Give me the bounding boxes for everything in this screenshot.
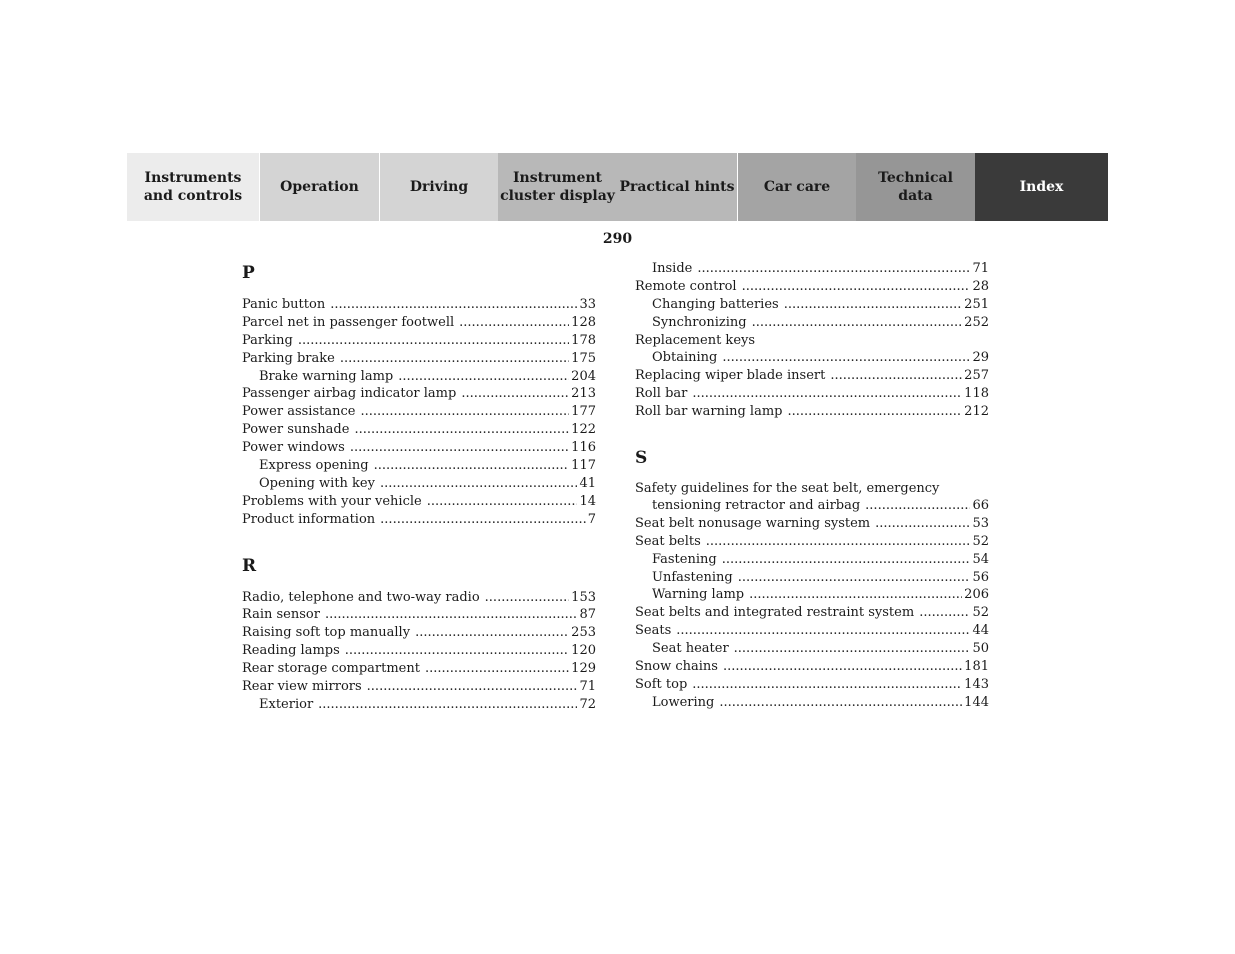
index-subentry xyxy=(635,314,989,332)
leader-dots xyxy=(380,511,586,529)
leader-dots xyxy=(425,660,569,678)
entry-label: Exterior xyxy=(259,696,314,712)
entry-page: 52 xyxy=(972,605,989,621)
entry-page: 143 xyxy=(964,676,989,692)
entry-page: 53 xyxy=(972,515,989,531)
index-entry xyxy=(242,296,596,314)
tab-label: Index xyxy=(1019,179,1064,195)
entry-page: 257 xyxy=(964,368,989,384)
entry-label: Parcel net in passenger footwell xyxy=(242,314,455,330)
entry-page: 153 xyxy=(571,589,596,605)
entry-page: 212 xyxy=(964,404,989,420)
entry-label: Parking brake xyxy=(242,350,335,366)
entry-label: Express opening xyxy=(259,458,369,474)
entry-label: Opening with key xyxy=(259,475,375,491)
leader-dots xyxy=(692,385,962,403)
entry-label: Problems with your vehicle xyxy=(242,493,422,509)
entry-label: Seat heater xyxy=(652,641,729,657)
index-entry-heading: Safety guidelines for the seat belt, emergency xyxy=(635,481,940,497)
index-entry xyxy=(242,493,596,511)
entry-page: 178 xyxy=(571,332,596,348)
section-letter-p: P xyxy=(242,263,255,283)
entry-page: 72 xyxy=(579,696,596,712)
tab-label: Driving xyxy=(409,179,469,195)
index-column-left xyxy=(242,260,596,714)
index-entry xyxy=(242,350,596,368)
index-subentry xyxy=(242,696,596,714)
index-entry-heading: Replacement keys xyxy=(635,332,756,348)
entry-label: Rear storage compartment xyxy=(242,661,420,677)
entry-label: Unfastening xyxy=(652,569,733,585)
index-entry xyxy=(635,278,989,296)
leader-dots xyxy=(723,658,962,676)
entry-page: 50 xyxy=(972,641,989,657)
index-entry xyxy=(635,658,989,676)
section-gap xyxy=(635,421,989,445)
index-entry xyxy=(635,676,989,694)
index-entry-continuation xyxy=(635,497,989,515)
leader-dots xyxy=(350,439,569,457)
section-letter-r: R xyxy=(242,555,257,576)
index-subentry xyxy=(635,349,989,367)
index-entry xyxy=(635,403,989,421)
leader-dots xyxy=(325,606,578,624)
leader-dots xyxy=(875,515,970,533)
entry-label: Power windows xyxy=(242,440,345,456)
tab-driving[interactable] xyxy=(379,153,498,221)
tab-technical-data[interactable] xyxy=(856,153,975,221)
tab-label: Car care xyxy=(763,179,831,195)
entry-label: Changing batteries xyxy=(652,296,779,312)
index-entry xyxy=(635,367,989,385)
index-entry xyxy=(635,385,989,403)
leader-dots xyxy=(722,349,970,367)
entry-label: Product information xyxy=(242,511,376,527)
entry-label: Seat belts and integrated restraint system xyxy=(635,605,915,621)
entry-label: Rain sensor xyxy=(242,607,320,623)
index-entry xyxy=(242,660,596,678)
entry-page: 14 xyxy=(579,493,596,509)
leader-dots xyxy=(380,475,577,493)
leader-dots xyxy=(788,403,963,421)
page-number: 290 xyxy=(602,231,633,247)
entry-label: Reading lamps xyxy=(242,643,340,659)
leader-dots xyxy=(692,676,962,694)
leader-dots xyxy=(865,497,970,515)
entry-page: 252 xyxy=(964,314,989,330)
index-entry xyxy=(242,421,596,439)
entry-label: Rear view mirrors xyxy=(242,679,362,695)
index-subentry xyxy=(635,640,989,658)
entry-page: 87 xyxy=(579,607,596,623)
index-entry xyxy=(635,604,989,622)
leader-dots xyxy=(360,403,569,421)
entry-label: Panic button xyxy=(242,297,326,312)
index-subentry xyxy=(242,475,596,493)
index-entry xyxy=(242,332,596,350)
entry-label: Replacing wiper blade insert xyxy=(635,368,826,384)
section-gap xyxy=(242,529,596,553)
tab-index[interactable] xyxy=(975,153,1108,221)
leader-dots xyxy=(697,260,970,278)
leader-dots xyxy=(318,696,577,714)
entry-page: 122 xyxy=(571,422,596,438)
entry-page: 28 xyxy=(972,278,989,294)
index-entry xyxy=(242,642,596,660)
tab-label: Operation xyxy=(280,179,359,195)
entry-page: 129 xyxy=(571,661,596,677)
entry-label: Fastening xyxy=(652,551,717,567)
entry-page: 29 xyxy=(972,350,989,366)
entry-label: Inside xyxy=(652,261,693,276)
leader-dots xyxy=(742,278,971,296)
entry-page: 120 xyxy=(571,643,596,659)
entry-label: Seat belts xyxy=(635,533,701,549)
entry-label: Snow chains xyxy=(635,659,718,675)
index-entry xyxy=(635,515,989,533)
entry-page: 206 xyxy=(964,587,989,603)
entry-label: Raising soft top manually xyxy=(242,625,411,641)
entry-page: 7 xyxy=(587,511,596,527)
entry-page: 144 xyxy=(964,694,989,710)
entry-page: 44 xyxy=(972,623,989,639)
entry-page: 52 xyxy=(972,533,989,549)
index-entry xyxy=(635,533,989,551)
leader-dots xyxy=(749,586,962,604)
tab-practical-hints[interactable] xyxy=(617,153,737,221)
leader-dots xyxy=(676,622,970,640)
index-subentry xyxy=(242,457,596,475)
index-subentry xyxy=(242,368,596,386)
index-entry xyxy=(242,314,596,332)
leader-dots xyxy=(485,589,570,607)
leader-dots xyxy=(784,296,962,314)
entry-label: Brake warning lamp xyxy=(259,368,394,384)
leader-dots xyxy=(415,624,569,642)
leader-dots xyxy=(734,640,971,658)
index-entry xyxy=(242,511,596,529)
entry-label: Seat belt nonusage warning system xyxy=(635,515,871,531)
index-subentry xyxy=(635,569,989,587)
section-tab-bar xyxy=(127,153,1108,221)
index-entry xyxy=(242,624,596,642)
entry-page: 116 xyxy=(571,440,596,456)
tab-instrument-cluster-display[interactable] xyxy=(498,153,617,221)
entry-label: Warning lamp xyxy=(652,587,745,603)
entry-label: Remote control xyxy=(635,278,737,294)
leader-dots xyxy=(738,569,971,587)
entry-page: 66 xyxy=(972,498,989,514)
entry-page: 71 xyxy=(972,261,989,276)
entry-label: Power sunshade xyxy=(242,422,350,438)
index-subentry xyxy=(635,586,989,604)
entry-page: 33 xyxy=(579,297,596,312)
leader-dots xyxy=(752,314,963,332)
leader-dots xyxy=(919,604,970,622)
entry-page: 177 xyxy=(571,404,596,420)
tab-car-care[interactable] xyxy=(737,153,856,221)
entry-page: 213 xyxy=(571,386,596,402)
leader-dots xyxy=(340,350,569,368)
leader-dots xyxy=(374,457,570,475)
leader-dots xyxy=(706,533,971,551)
entry-label: tensioning retractor and airbag xyxy=(652,498,861,514)
entry-page: 54 xyxy=(972,551,989,567)
entry-page: 175 xyxy=(571,350,596,366)
entry-label: Passenger airbag indicator lamp xyxy=(242,386,457,402)
entry-page: 71 xyxy=(579,679,596,695)
entry-label: Obtaining xyxy=(652,350,718,366)
tab-label: Practical hints xyxy=(619,179,735,195)
index-entry xyxy=(242,606,596,624)
entry-label: Lowering xyxy=(652,694,715,710)
index-column-right xyxy=(635,260,989,712)
index-entry xyxy=(635,622,989,640)
section-letter-s: S xyxy=(635,448,648,469)
entry-label: Roll bar warning lamp xyxy=(635,404,783,420)
tab-label: Technical data xyxy=(878,170,953,204)
index-entry xyxy=(242,385,596,403)
entry-label: Parking xyxy=(242,332,293,348)
tab-label: Instruments and controls xyxy=(143,170,243,204)
entry-page: 204 xyxy=(571,368,596,384)
entry-page: 118 xyxy=(964,386,989,402)
entry-label: Synchronizing xyxy=(652,314,747,330)
leader-dots xyxy=(427,493,578,511)
entry-page: 253 xyxy=(571,625,596,641)
index-entry xyxy=(242,589,596,607)
leader-dots xyxy=(367,678,578,696)
entry-label: Radio, telephone and two-way radio xyxy=(242,589,480,605)
leader-dots xyxy=(459,314,569,332)
leader-dots xyxy=(330,296,577,314)
entry-label: Soft top xyxy=(635,676,688,692)
entry-label: Power assistance xyxy=(242,404,356,420)
leader-dots xyxy=(398,368,569,386)
entry-label: Seats xyxy=(635,623,672,639)
leader-dots xyxy=(719,694,962,712)
tab-label: Instrument cluster display xyxy=(500,170,615,204)
index-subentry xyxy=(635,296,989,314)
index-subentry xyxy=(635,694,989,712)
index-entry xyxy=(242,678,596,696)
index-subentry xyxy=(635,260,989,278)
tab-operation[interactable] xyxy=(259,153,379,221)
index-subentry xyxy=(635,551,989,569)
index-entry xyxy=(242,403,596,421)
entry-page: 56 xyxy=(972,569,989,585)
entry-label: Roll bar xyxy=(635,386,688,402)
entry-page: 41 xyxy=(579,475,596,491)
leader-dots xyxy=(298,332,569,350)
entry-page: 181 xyxy=(964,659,989,675)
leader-dots xyxy=(461,385,569,403)
entry-page: 128 xyxy=(571,314,596,330)
entry-page: 251 xyxy=(964,296,989,312)
leader-dots xyxy=(830,367,962,385)
leader-dots xyxy=(722,551,971,569)
index-entry xyxy=(242,439,596,457)
leader-dots xyxy=(345,642,569,660)
tab-instruments-and-controls[interactable] xyxy=(127,153,259,221)
entry-page: 117 xyxy=(571,458,596,474)
leader-dots xyxy=(354,421,569,439)
